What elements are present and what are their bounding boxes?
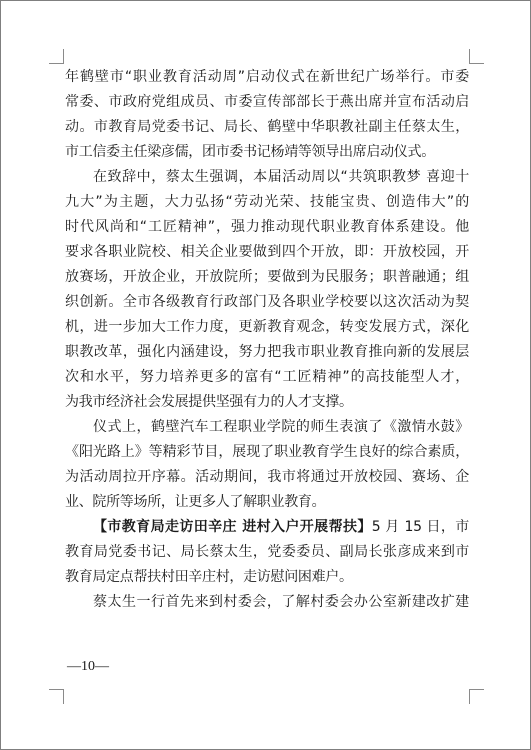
crop-mark-bottom-right: [469, 689, 484, 704]
text-line: 机，进一步加大工作力度，更新教育观念，转变发展方式，深化: [65, 319, 469, 335]
text-line: 为我市经济社会发展提供坚强有力的人才支撑。: [65, 394, 353, 410]
text-line: 织创新。全市各级教育行政部门及各职业学校要以这次活动为契: [65, 294, 469, 310]
page-number: —10—: [67, 659, 109, 674]
text-line: 教育局党委书记、局长蔡太生，党委委员、副局长张彦成来到市: [65, 544, 469, 560]
text-line: 市工信委主任梁彦儒，团市委书记杨靖等领导出席启动仪式。: [65, 144, 435, 160]
text-line: 职教改革，强化内涵建设，努力把我市职业教育推向新的发展层: [65, 344, 469, 360]
text-line: 九大”为主题，大力弘扬“劳动光荣、技能宝贵、创造伟大”的: [65, 194, 469, 210]
paragraph: [65, 415, 469, 515]
text-line: 蔡太生一行首先来到村委会，了解村委会办公室新建改扩建: [93, 594, 469, 610]
text-line: 次和水平，努力培养更多的富有“工匠精神”的高技能型人才，: [65, 369, 469, 385]
paragraph: [65, 165, 469, 415]
document-body: [65, 65, 469, 615]
text-line: 年鹤壁市“职业教育活动周”启动仪式在新世纪广场举行。市委: [65, 69, 469, 85]
heading-continuation: 5 月 15 日，市: [371, 519, 470, 535]
text-line: 放赛场，开放企业，开放院所；要做到为民服务；职普融通；组: [65, 269, 469, 285]
crop-mark-bottom-left: [49, 689, 64, 704]
crop-mark-top-right: [469, 49, 484, 64]
text-line: 《阳光路上》等精彩节目，展现了职业教育学生良好的综合素质，: [65, 444, 469, 460]
paragraph: [65, 515, 469, 590]
text-line: 常委、市政府党组成员、市委宣传部部长于燕出席并宣布活动启: [65, 94, 469, 110]
paragraph: [65, 590, 469, 615]
text-line: 业、院所等场所，让更多人了解职业教育。: [65, 494, 326, 510]
crop-mark-top-left: [49, 49, 64, 64]
text-line: 在致辞中，蔡太生强调，本届活动周以“共筑职教梦 喜迎十: [93, 169, 469, 185]
paragraph: [65, 65, 469, 165]
text-line: 仪式上，鹤壁汽车工程职业学院的师生表演了《激情水鼓》: [93, 419, 469, 435]
text-line: 动。市教育局党委书记、局长、鹤壁中华职教社副主任蔡太生，: [65, 119, 469, 135]
text-line: 时代风尚和“工匠精神”，强力推动现代职业教育体系建设。他: [65, 219, 469, 235]
text-line: 为活动周拉开序幕。活动期间，我市将通过开放校园、赛场、企: [65, 469, 469, 485]
text-line: 教育局定点帮扶村田辛庄村，走访慰问困难户。: [65, 569, 353, 585]
text-line: [65, 515, 469, 540]
text-line: 要求各职业院校、相关企业要做到四个开放，即：开放校园，开: [65, 244, 469, 260]
section-heading: 【市教育局走访田辛庄 进村入户开展帮扶】: [93, 519, 372, 535]
